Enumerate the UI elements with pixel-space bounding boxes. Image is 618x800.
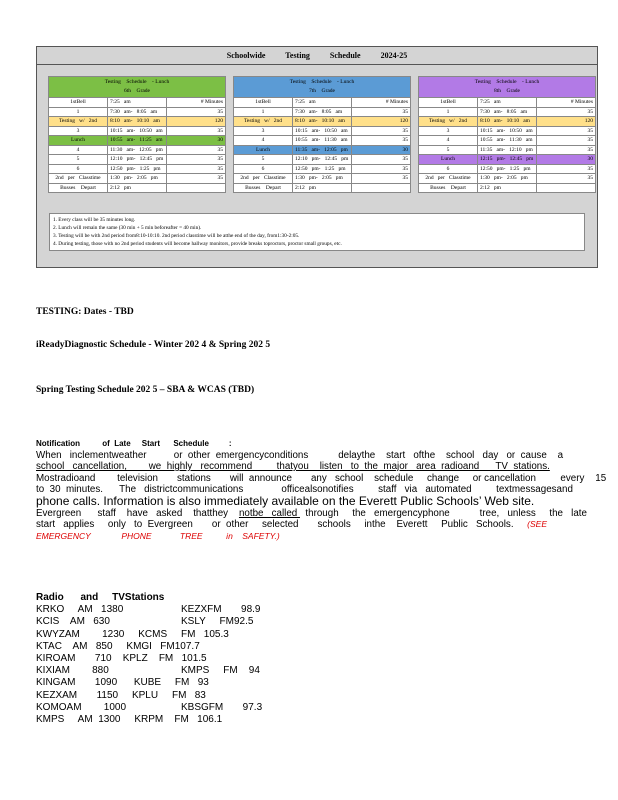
minutes-cell: 35 bbox=[352, 155, 411, 165]
schedule-header bbox=[419, 77, 596, 98]
schedule-header-grade: 6th Grade bbox=[124, 88, 150, 94]
period-cell: 6 bbox=[419, 164, 478, 174]
notification-line: Mostradioand television stations will announce any school schedule change or cancellation every 15 bbox=[36, 472, 607, 484]
period-cell: 2nd per Classtime bbox=[49, 174, 108, 184]
minutes-cell bbox=[352, 183, 411, 193]
text: Evergreen staff have asked thatthey bbox=[36, 507, 239, 519]
schedule-row bbox=[234, 183, 411, 193]
period-cell: 5 bbox=[49, 155, 108, 165]
schedule-header-row bbox=[419, 77, 596, 98]
schedule-header-grade: 8th Grade bbox=[494, 88, 520, 94]
schedule-row bbox=[49, 145, 226, 155]
period-cell: 1stBell bbox=[419, 98, 478, 108]
minutes-cell: 35 bbox=[167, 145, 226, 155]
schedule-header-row bbox=[234, 77, 411, 98]
period-cell: 1 bbox=[49, 107, 108, 117]
minutes-cell: 35 bbox=[167, 164, 226, 174]
time-cell: 10:55 am- 11:30 am bbox=[293, 136, 352, 146]
notification-line bbox=[36, 519, 586, 531]
radio-title: Radio and TVStations bbox=[36, 592, 165, 603]
underlined-text: school cancellation, we highly recommend thatyou listen to the major area radioand TV stations. bbox=[36, 461, 550, 473]
schedule-header-row bbox=[49, 77, 226, 98]
minutes-cell: 30 bbox=[167, 136, 226, 146]
station-right: KMPS FM 94 bbox=[181, 665, 260, 677]
schedule-row bbox=[234, 164, 411, 174]
notification-line: to 30 minutes. The districtcommunications officealsonotifies staff via automated textmessagesand bbox=[36, 484, 573, 496]
period-cell: 2nd per Classtime bbox=[234, 174, 293, 184]
period-cell: 1stBell bbox=[234, 98, 293, 108]
testing-schedule-banner bbox=[36, 46, 598, 268]
period-cell: Testing w/ 2nd bbox=[234, 117, 293, 127]
station-left: KCIS AM 630 bbox=[36, 616, 110, 628]
period-cell: Busses Depart bbox=[419, 183, 478, 193]
minutes-cell: 35 bbox=[167, 174, 226, 184]
period-cell: Testing w/ 2nd bbox=[49, 117, 108, 127]
period-cell: 1stBell bbox=[49, 98, 108, 108]
schedule-table-6th bbox=[48, 76, 226, 193]
period-cell: Busses Depart bbox=[49, 183, 108, 193]
station-left: KINGAM 1090 KUBE FM 93 bbox=[36, 677, 209, 689]
time-cell: 7:25 am bbox=[478, 98, 537, 108]
minutes-cell: 120 bbox=[537, 117, 596, 127]
time-cell: 8:10 am- 10:10 am bbox=[478, 117, 537, 127]
minutes-cell: 120 bbox=[352, 117, 411, 127]
station-left: KIXIAM 880 bbox=[36, 665, 109, 677]
schedule-row bbox=[49, 98, 226, 108]
time-cell: 2:12 pm bbox=[293, 183, 352, 193]
period-cell: 6 bbox=[49, 164, 108, 174]
period-cell: Testing w/ 2nd bbox=[419, 117, 478, 127]
spring-testing-heading: Spring Testing Schedule 202 5 – SBA & WCAS (TBD) bbox=[36, 385, 255, 395]
period-cell: Lunch bbox=[49, 136, 108, 146]
period-cell: 2nd per Classtime bbox=[419, 174, 478, 184]
station-left: KRKO AM 1380 bbox=[36, 604, 124, 616]
minutes-cell: 35 bbox=[352, 174, 411, 184]
schedule-row bbox=[49, 164, 226, 174]
minutes-cell: 35 bbox=[352, 107, 411, 117]
schedule-header-title: Testing Schedule - Lunch bbox=[474, 79, 540, 85]
notification-line: When inclementweather or other emergencyconditions delaythe start ofthe school day or cause a bbox=[36, 449, 564, 461]
schedule-row bbox=[419, 136, 596, 146]
station-right: KBSGFM 97.3 bbox=[181, 701, 263, 713]
schedule-row bbox=[49, 155, 226, 165]
time-cell: 7:30 am- 8:05 am bbox=[478, 107, 537, 117]
time-cell: 10:15 am- 10:50 am bbox=[108, 126, 167, 136]
period-cell: 4 bbox=[49, 145, 108, 155]
notification-label: Notification of Late Start Schedule : bbox=[36, 439, 232, 448]
underlined-text: notbe called bbox=[238, 507, 300, 519]
time-cell: 1:30 pm- 2:05 pm bbox=[108, 174, 167, 184]
time-cell: 7:30 am- 8:05 am bbox=[108, 107, 167, 117]
minutes-cell: 35 bbox=[167, 107, 226, 117]
iready-schedule-heading: iReadyDiagnostic Schedule - Winter 202 4 & Spring 202 5 bbox=[36, 340, 271, 350]
time-cell: 10:55 am- 11:30 am bbox=[478, 136, 537, 146]
time-cell: 11:30 am- 12:05 pm bbox=[108, 145, 167, 155]
minutes-cell: 35 bbox=[167, 155, 226, 165]
minutes-cell: # Minutes bbox=[352, 98, 411, 108]
time-cell: 10:15 am- 10:50 am bbox=[293, 126, 352, 136]
schedule-row bbox=[234, 98, 411, 108]
station-left: KEZXAM 1150 KPLU FM 83 bbox=[36, 689, 206, 701]
note-4: 4. During testing, those with no 2nd period students will become hallway monitors, provide breaks toproctors, proctor small groups, etc. bbox=[53, 241, 342, 247]
time-cell: 1:30 pm- 2:05 pm bbox=[293, 174, 352, 184]
period-cell: 1 bbox=[419, 107, 478, 117]
time-cell: 12:10 pm- 12:45 pm bbox=[293, 155, 352, 165]
minutes-cell: # Minutes bbox=[167, 98, 226, 108]
minutes-cell: 35 bbox=[537, 174, 596, 184]
radio-list bbox=[36, 604, 263, 726]
schedule-row bbox=[49, 126, 226, 136]
radio-row bbox=[36, 677, 229, 689]
text: through the emergencyphone tree, unless the late bbox=[299, 507, 587, 519]
schedule-header-title: Testing Schedule - Lunch bbox=[104, 79, 170, 85]
time-cell: 10:15 am- 10:50 am bbox=[478, 126, 537, 136]
minutes-cell bbox=[167, 183, 226, 193]
time-cell: 8:10 am- 10:10 am bbox=[293, 117, 352, 127]
time-cell: 7:30 am- 8:05 am bbox=[293, 107, 352, 117]
schedule-row bbox=[234, 145, 411, 155]
radio-row bbox=[36, 653, 229, 665]
notification-line: phone calls. Information is also immediately available on the Everett Public Schools’ Web site. bbox=[36, 493, 535, 508]
station-left: KIROAM 710 KPLZ FM 101.5 bbox=[36, 652, 207, 664]
station-left: KMPS AM 1300 KRPM FM 106.1 bbox=[36, 713, 223, 725]
period-cell: 3 bbox=[234, 126, 293, 136]
schedule-row bbox=[234, 136, 411, 146]
radio-row bbox=[36, 714, 229, 726]
period-cell: 3 bbox=[49, 126, 108, 136]
minutes-cell: 35 bbox=[352, 136, 411, 146]
text: start applies only to Evergreen or other selected schools inthe Everett Public Schools. bbox=[36, 519, 528, 531]
minutes-cell: 35 bbox=[352, 164, 411, 174]
station-right: KEZXFM 98.9 bbox=[181, 604, 261, 616]
radio-tv-stations bbox=[36, 592, 263, 726]
time-cell: 7:25 am bbox=[108, 98, 167, 108]
radio-row bbox=[36, 701, 263, 714]
minutes-cell: 35 bbox=[537, 126, 596, 136]
radio-row bbox=[36, 629, 229, 641]
time-cell: 7:25 am bbox=[293, 98, 352, 108]
minutes-cell: # Minutes bbox=[537, 98, 596, 108]
time-cell: 1:30 pm- 2:05 pm bbox=[478, 174, 537, 184]
time-cell: 2:12 pm bbox=[108, 183, 167, 193]
period-cell: 5 bbox=[234, 155, 293, 165]
time-cell: 12:10 pm- 12:45 pm bbox=[108, 155, 167, 165]
banner-title: Schoolwide Testing Schedule 2024-25 bbox=[37, 47, 597, 65]
station-left: KWYZAM 1230 KCMS FM 105.3 bbox=[36, 628, 229, 640]
time-cell: 12:50 pm- 1:25 pm bbox=[108, 164, 167, 174]
period-cell: 3 bbox=[419, 126, 478, 136]
time-cell: 12:15 pm- 12:45 pm bbox=[478, 155, 537, 165]
period-cell: 4 bbox=[419, 136, 478, 146]
schedule-row bbox=[234, 107, 411, 117]
schedule-row bbox=[49, 174, 226, 184]
minutes-cell: 35 bbox=[537, 107, 596, 117]
schedule-header bbox=[234, 77, 411, 98]
schedule-header-title: Testing Schedule - Lunch bbox=[289, 79, 355, 85]
schedule-row bbox=[234, 155, 411, 165]
time-cell: 10:55 am- 11:25 am bbox=[108, 136, 167, 146]
period-cell: 1 bbox=[234, 107, 293, 117]
station-left: KOMOAM 1000 bbox=[36, 701, 127, 713]
notification-line bbox=[36, 508, 586, 520]
minutes-cell: 35 bbox=[352, 126, 411, 136]
schedule-row bbox=[419, 183, 596, 193]
period-cell: Busses Depart bbox=[234, 183, 293, 193]
time-cell: 11:35 am- 12:05 pm bbox=[293, 145, 352, 155]
minutes-cell bbox=[537, 183, 596, 193]
minutes-cell: 35 bbox=[537, 164, 596, 174]
minutes-cell: 120 bbox=[167, 117, 226, 127]
schedule-table-8th bbox=[418, 76, 596, 193]
radio-row bbox=[36, 604, 261, 616]
schedule-row bbox=[49, 107, 226, 117]
schedule-row bbox=[49, 136, 226, 146]
time-cell: 12:50 pm- 1:25 pm bbox=[293, 164, 352, 174]
schedule-row bbox=[419, 155, 596, 165]
schedule-row bbox=[419, 126, 596, 136]
testing-dates-heading: TESTING: Dates - TBD bbox=[36, 307, 134, 317]
schedule-row bbox=[49, 183, 226, 193]
schedule-header-grade: 7th Grade bbox=[309, 88, 335, 94]
emergency-note: EMERGENCY PHONE TREE in SAFETY.) bbox=[36, 530, 280, 541]
schedule-header bbox=[49, 77, 226, 98]
note-3: 3. Testing will be with 2nd period from8:10-10:10. 2nd period classtime will be atthe end of the day, from1:30-2:05. bbox=[53, 233, 300, 239]
radio-row bbox=[36, 616, 254, 628]
station-right: KSLY FM92.5 bbox=[181, 616, 254, 628]
period-cell: Lunch bbox=[234, 145, 293, 155]
time-cell: 12:50 pm- 1:25 pm bbox=[478, 164, 537, 174]
minutes-cell: 35 bbox=[167, 126, 226, 136]
period-cell: 4 bbox=[234, 136, 293, 146]
time-cell: 11:35 am- 12:10 pm bbox=[478, 145, 537, 155]
schedule-row bbox=[234, 117, 411, 127]
schedule-table-7th bbox=[233, 76, 411, 193]
radio-row bbox=[36, 690, 229, 702]
period-cell: 6 bbox=[234, 164, 293, 174]
schedule-row bbox=[419, 174, 596, 184]
schedule-row bbox=[49, 117, 226, 127]
note-2: 2. Lunch will remain the same (30 min + 5 min beforeafter = 40 min). bbox=[53, 225, 202, 231]
radio-row bbox=[36, 641, 229, 653]
note-1: 1. Every class will be 35 minutes long. bbox=[53, 217, 136, 223]
minutes-cell: 30 bbox=[537, 155, 596, 165]
schedule-row bbox=[234, 174, 411, 184]
emergency-note: (SEE bbox=[527, 519, 547, 530]
minutes-cell: 35 bbox=[537, 145, 596, 155]
schedule-row bbox=[419, 117, 596, 127]
schedule-row bbox=[419, 164, 596, 174]
station-left: KTAC AM 850 KMGI FM107.7 bbox=[36, 640, 200, 652]
notification-line bbox=[36, 461, 586, 473]
minutes-cell: 30 bbox=[352, 145, 411, 155]
minutes-cell: 35 bbox=[537, 136, 596, 146]
period-cell: Lunch bbox=[419, 155, 478, 165]
schedule-row bbox=[419, 107, 596, 117]
schedule-row bbox=[419, 145, 596, 155]
schedule-row bbox=[234, 126, 411, 136]
time-cell: 2:12 pm bbox=[478, 183, 537, 193]
period-cell: 5 bbox=[419, 145, 478, 155]
schedule-notes bbox=[49, 213, 585, 251]
schedule-row bbox=[419, 98, 596, 108]
late-start-notification bbox=[36, 438, 607, 542]
time-cell: 8:10 am- 10:10 am bbox=[108, 117, 167, 127]
radio-row bbox=[36, 665, 260, 677]
